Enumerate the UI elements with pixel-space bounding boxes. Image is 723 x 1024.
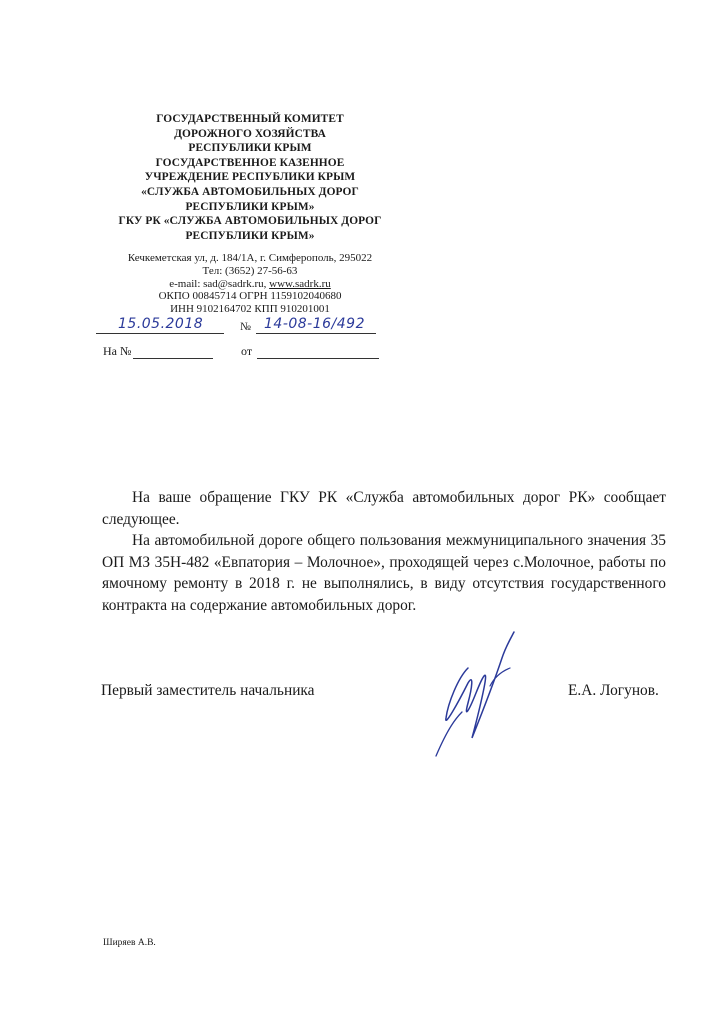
contact-block [100, 252, 400, 315]
reply-date-line [257, 358, 379, 359]
inn-kpp: ИНН 9102164702 КПП 910201001 [170, 302, 330, 315]
paragraph: На ваше обращение ГКУ РК «Служба автомобильных дорог РК» сообщает следующее. [102, 489, 666, 528]
reply-label: На № [103, 344, 132, 358]
org-line: УЧРЕЖДЕНИЕ РЕСПУБЛИКИ КРЫМ [144, 171, 356, 184]
letterhead [100, 112, 400, 315]
org-line: РЕСПУБЛИКИ КРЫМ [188, 142, 312, 155]
signature-icon [428, 628, 528, 760]
from-label: от [241, 344, 253, 358]
signer-title: Первый заместитель начальника [101, 682, 315, 699]
date-underline [96, 333, 224, 334]
website-link[interactable]: www.sadrk.ru [269, 277, 331, 290]
org-line: ГОСУДАРСТВЕННОЕ КАЗЕННОЕ [155, 156, 345, 169]
okpo-ogrn: ОКПО 00845714 ОГРН 1159102040680 [158, 290, 342, 303]
org-line: ГОСУДАРСТВЕННЫЙ КОМИТЕТ [156, 113, 344, 125]
email-link[interactable]: e-mail: sad@sadrk.ru, [169, 277, 267, 290]
email-website [100, 278, 400, 291]
signer-name: Е.А. Логунов. [568, 682, 659, 699]
outgoing-date: 15.05.2018 [118, 316, 204, 332]
org-line: РЕСПУБЛИКИ КРЫМ» [185, 200, 315, 213]
org-line: ГКУ РК «СЛУЖБА АВТОМОБИЛЬНЫХ ДОРОГ [118, 215, 382, 228]
letter-body [102, 487, 666, 616]
executor-name: Ширяев А.В. [103, 938, 156, 948]
reply-number-line [133, 358, 213, 359]
registration-row [94, 315, 394, 337]
org-line: РЕСПУБЛИКИ КРЫМ» [185, 229, 315, 242]
number-underline [256, 333, 376, 334]
paragraph: На автомобильной дороге общего пользования межмуниципального значения 35 ОП МЗ 35Н-482 «Евпатория – Молочное», проходящей через с.Молочное, работы по ямочному ремонту в 2018 г. не выполнялись, в виду отсутствия государственного контракта на содержание автомобильных дорог. [102, 532, 666, 614]
outgoing-number: 14-08-16/492 [264, 316, 365, 332]
address: Кечкеметская ул, д. 184/1А, г. Симферополь, 295022 [127, 252, 373, 265]
org-line: ДОРОЖНОГО ХОЗЯЙСТВА [174, 127, 326, 140]
phone: Тел: (3652) 27-56-63 [202, 264, 298, 277]
number-label: № [240, 321, 251, 333]
org-line: «СЛУЖБА АВТОМОБИЛЬНЫХ ДОРОГ [141, 185, 359, 198]
